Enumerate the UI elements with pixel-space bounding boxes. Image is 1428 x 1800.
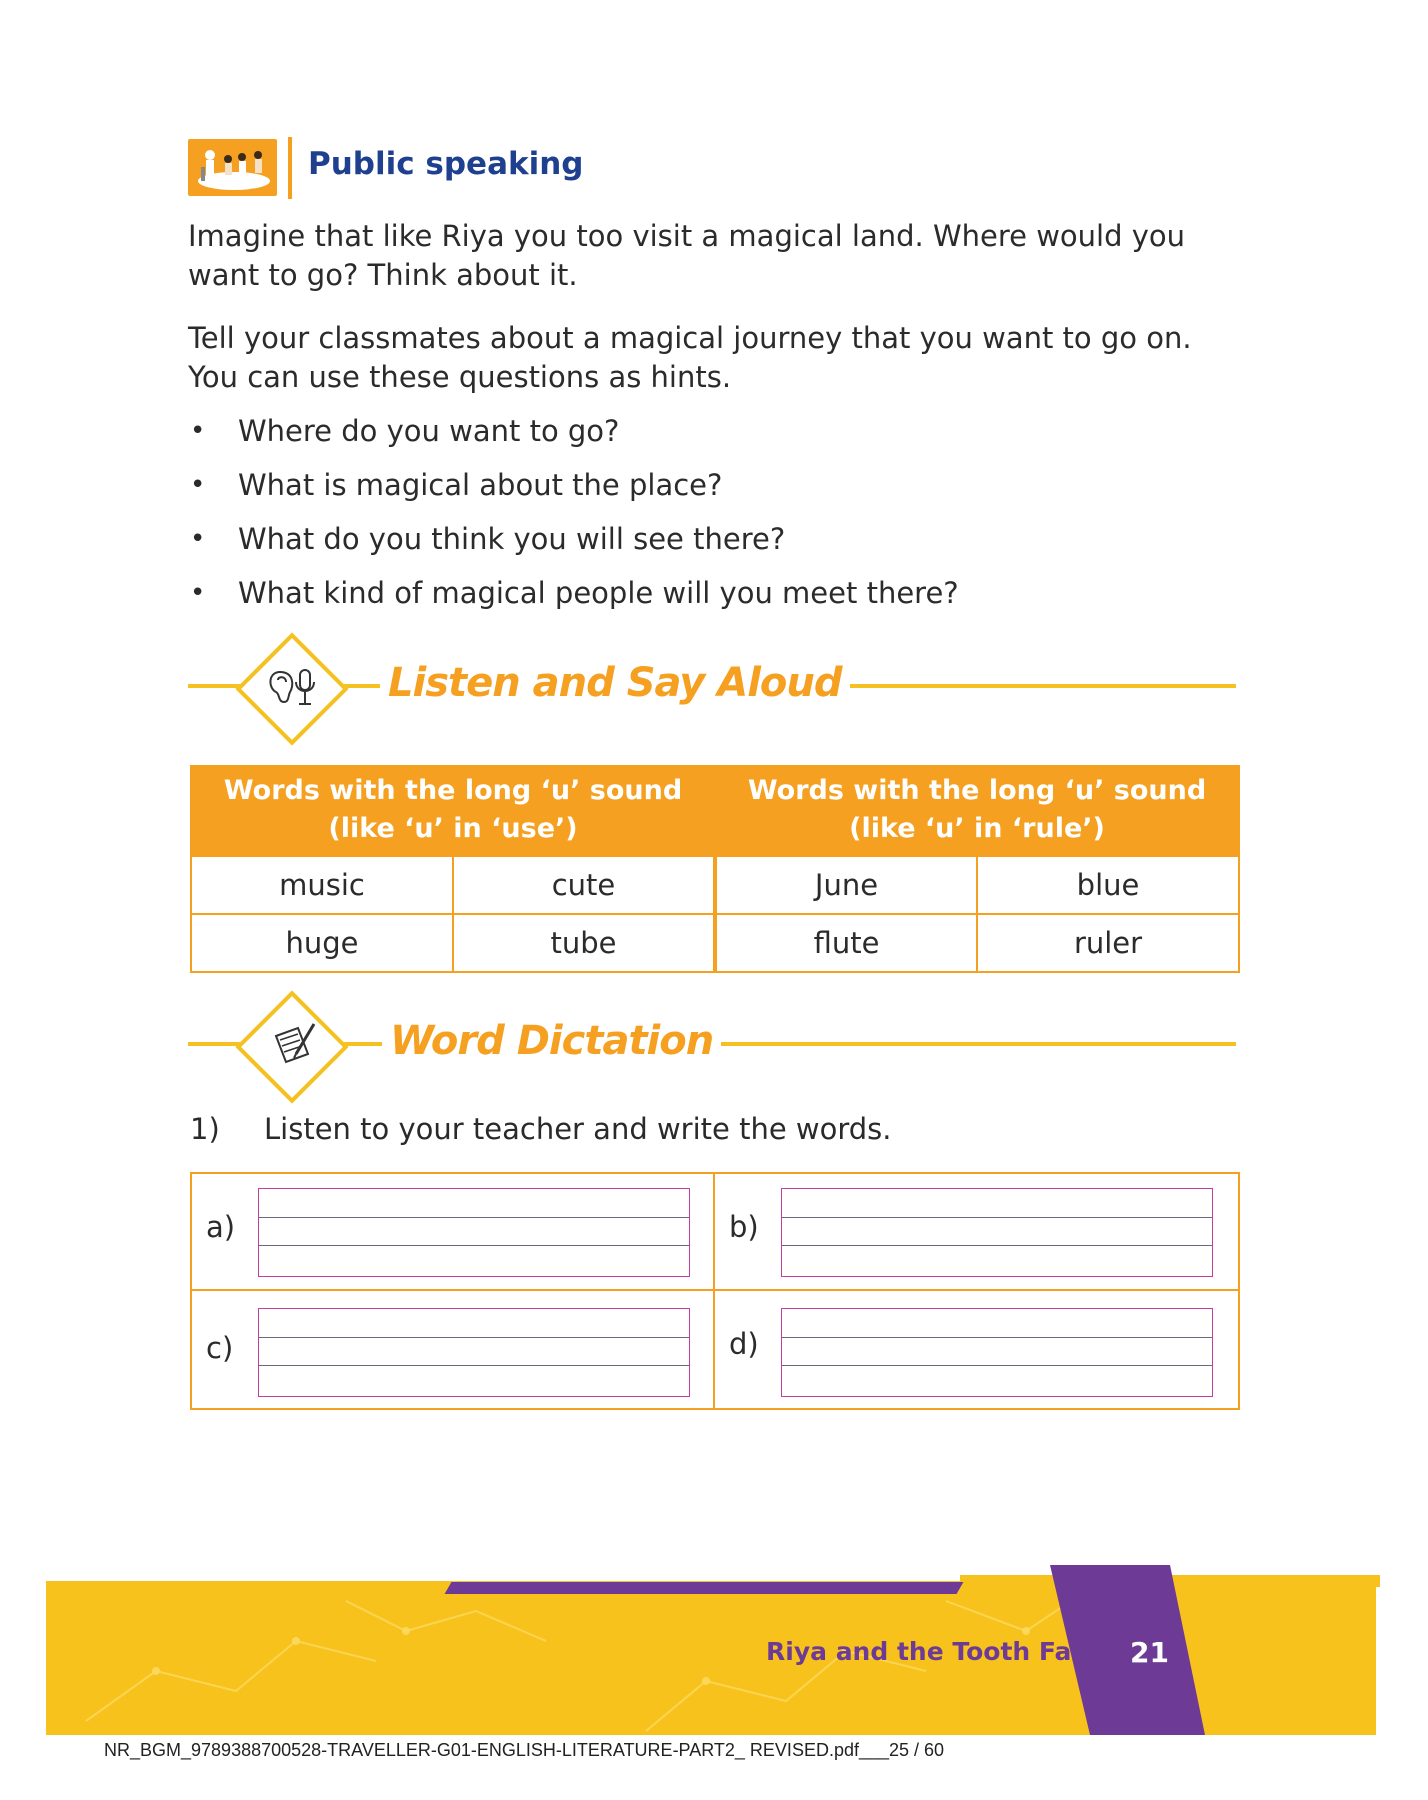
- header-line: Words with the long ‘u’ sound: [223, 775, 683, 806]
- table-cell: ruler: [977, 914, 1239, 972]
- dictation-cell-c: [192, 1291, 715, 1408]
- notepad-pencil-icon: [258, 1010, 328, 1080]
- section-title-listen: Listen and Say Aloud: [380, 660, 850, 706]
- bullet-marker: •: [190, 470, 206, 500]
- table-cell: flute: [715, 914, 977, 972]
- table-cell: music: [191, 856, 453, 914]
- bullet-item: What kind of magical people will you meet there?: [238, 576, 959, 610]
- bullet-marker: •: [190, 416, 206, 446]
- instruction-paragraph: Tell your classmates about a magical journey that you want to go on. You can use these questions as hints.: [188, 321, 1192, 394]
- question-number: 1): [190, 1112, 220, 1146]
- answer-label: a): [206, 1210, 236, 1244]
- section-title-public-speaking: Public speaking: [308, 146, 584, 182]
- dictation-instruction: Listen to your teacher and write the words.: [264, 1112, 892, 1146]
- public-speaking-icon: [188, 139, 277, 196]
- table-header-rule: [715, 766, 1239, 856]
- dictation-cell-d: [715, 1291, 1238, 1408]
- header-line: (like ‘u’ in ‘rule’): [849, 813, 1105, 844]
- answer-label: c): [206, 1331, 234, 1365]
- answer-label: b): [729, 1210, 759, 1244]
- intro-paragraph: Imagine that like Riya you too visit a magical land. Where would you want to go? Think about it.: [188, 219, 1186, 292]
- table-cell: June: [715, 856, 977, 914]
- writing-lines[interactable]: [781, 1188, 1213, 1277]
- dictation-grid: [190, 1172, 1240, 1410]
- bullet-item: What do you think you will see there?: [238, 522, 786, 556]
- section-title-dictation: Word Dictation: [382, 1018, 721, 1064]
- table-cell: huge: [191, 914, 453, 972]
- table-cell: tube: [453, 914, 715, 972]
- header-divider: [288, 137, 292, 199]
- ear-microphone-icon: [258, 652, 328, 722]
- table-row: [191, 914, 1239, 972]
- table-header-row: [191, 766, 1239, 856]
- footer-purple-strip: [445, 1582, 964, 1594]
- table-cell: cute: [453, 856, 715, 914]
- dictation-cell-b: [715, 1174, 1238, 1291]
- table-row: [191, 856, 1239, 914]
- header-line: (like ‘u’ in ‘use’): [328, 813, 578, 844]
- table-cell: blue: [977, 856, 1239, 914]
- header-line: Words with the long ‘u’ sound: [747, 775, 1207, 806]
- bullet-item: What is magical about the place?: [238, 468, 723, 502]
- writing-lines[interactable]: [781, 1308, 1213, 1397]
- writing-lines[interactable]: [258, 1188, 690, 1277]
- bullet-marker: •: [190, 524, 206, 554]
- dictation-cell-a: [192, 1174, 715, 1291]
- footer-chapter-title: Riya and the Tooth Fairy: [766, 1637, 1109, 1666]
- word-table: [190, 765, 1240, 973]
- table-header-use: [191, 766, 715, 856]
- file-info: NR_BGM_9789388700528-TRAVELLER-G01-ENGLISH-LITERATURE-PART2_ REVISED.pdf___25 / 60: [104, 1740, 945, 1760]
- bullet-marker: •: [190, 578, 206, 608]
- answer-label: d): [729, 1327, 759, 1361]
- bullet-item: Where do you want to go?: [238, 414, 620, 448]
- page-number: 21: [1130, 1636, 1169, 1669]
- writing-lines[interactable]: [258, 1308, 690, 1397]
